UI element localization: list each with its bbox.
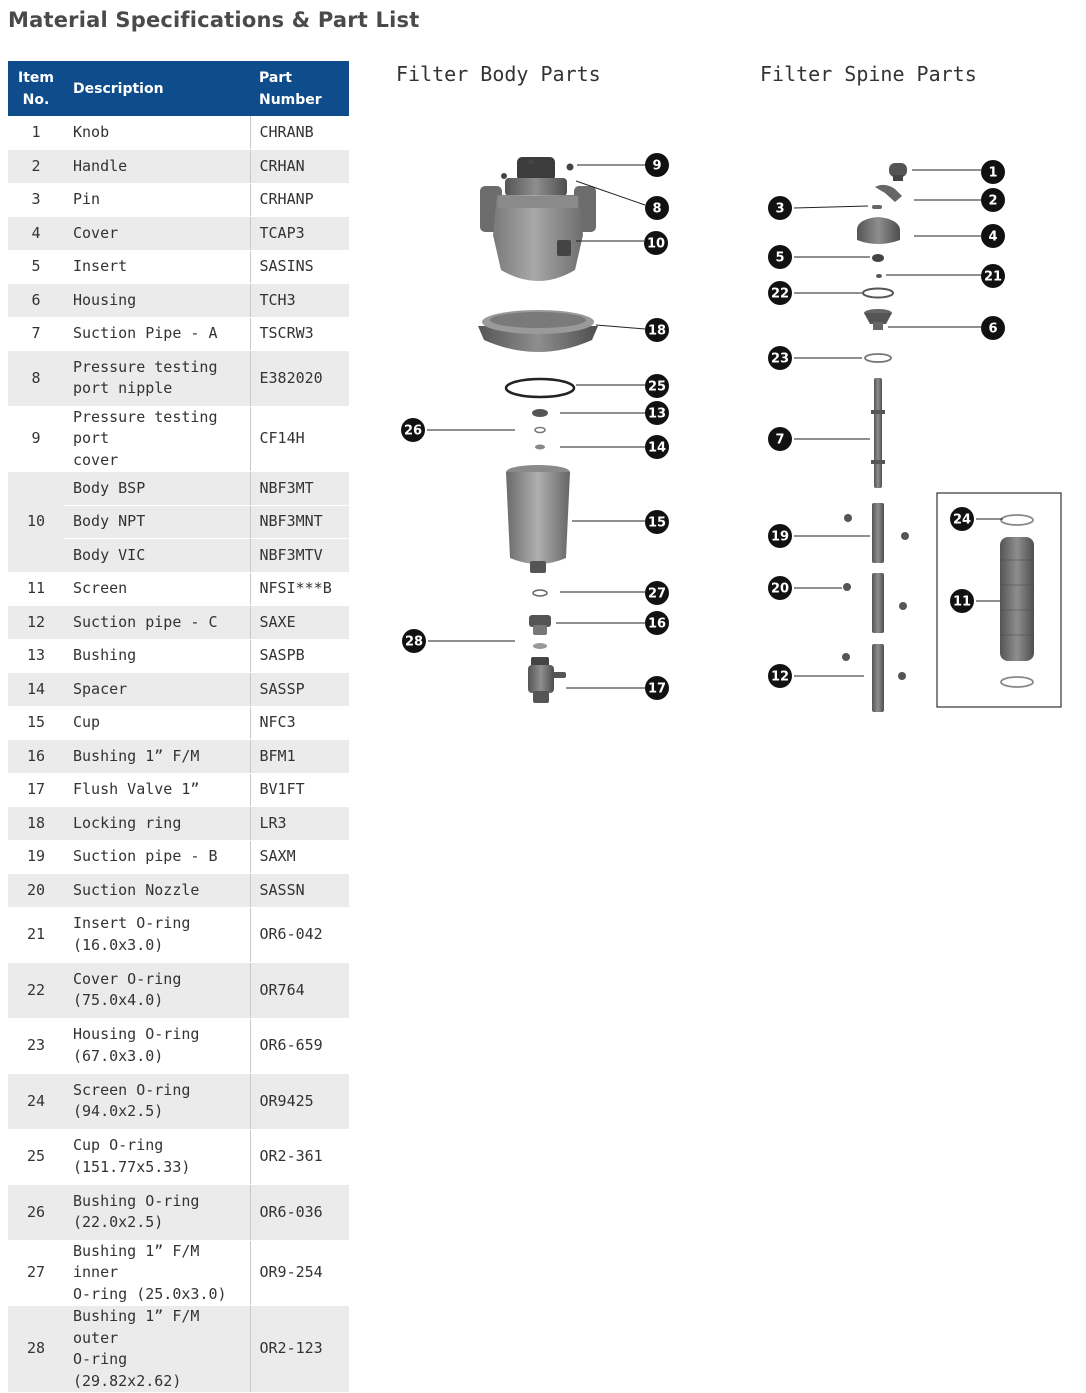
item-number-cell: 24	[8, 1074, 64, 1130]
part-number-cell: NBF3MTV	[250, 539, 349, 573]
description-line: Flush Valve 1”	[73, 780, 200, 798]
spacer-part	[535, 445, 545, 450]
suction-pipe-c-part	[843, 573, 907, 633]
description-line: port nipple	[73, 379, 173, 398]
part-number-cell: NBF3MNT	[250, 505, 349, 539]
description-line: (22.0x2.5)	[73, 1213, 164, 1232]
description-line: cover	[73, 450, 119, 469]
description-line: Bushing O-ring	[73, 1191, 200, 1210]
description-line: (151.77x5.33)	[73, 1157, 191, 1176]
description-line: Spacer	[73, 679, 128, 698]
spine-callout	[914, 188, 1005, 212]
description-line: Suction pipe - C	[73, 612, 218, 631]
spine-callout	[768, 664, 864, 688]
part-number-cell: TCAP3	[250, 217, 349, 251]
handle-part	[875, 185, 902, 202]
filter-body-part	[480, 157, 596, 281]
insert-part	[872, 254, 884, 262]
part-number-cell: BV1FT	[250, 773, 349, 807]
description-line: Housing O-ring	[73, 1025, 200, 1044]
part-number-cell: SASSP	[250, 673, 349, 707]
part-number-cell: NFC3	[250, 706, 349, 740]
description-line: Cover O-ring	[73, 969, 182, 988]
part-number-cell: OR6-036	[250, 1185, 349, 1241]
part-number-cell: CRHAN	[250, 150, 349, 184]
part-number-cell: OR2-123	[250, 1306, 349, 1393]
spine-callout	[950, 507, 1003, 531]
cover-part	[857, 217, 900, 244]
item-number-cell: 15	[8, 706, 64, 740]
page-title: Material Specifications & Part List	[8, 8, 420, 32]
spine-parts-drawing	[842, 163, 1061, 712]
part-number-cell: OR9-254	[250, 1240, 349, 1306]
body-callout	[576, 231, 668, 255]
item-number-cell: 10	[8, 472, 64, 573]
part-number-cell: SAXE	[250, 606, 349, 640]
description-line: Screen O-ring	[73, 1080, 191, 1099]
description-line: Bushing 1” F/M inner	[73, 1241, 200, 1281]
description-line: (16.0x3.0)	[73, 935, 164, 954]
description-line: Suction Nozzle	[73, 880, 200, 899]
callout-number: 28	[404, 634, 424, 650]
callout-number: 1	[988, 165, 998, 181]
callout-number: 5	[775, 250, 785, 266]
callout-number: 3	[775, 201, 785, 217]
part-number-cell: CF14H	[250, 406, 349, 472]
item-number-cell: 14	[8, 673, 64, 707]
callout-number: 22	[770, 286, 790, 302]
description-line: Knob	[73, 122, 110, 141]
part-number-cell: NBF3MT	[250, 472, 349, 506]
cover-oring-part	[863, 289, 893, 298]
flush-valve-part	[528, 657, 566, 703]
callout-number: 2	[988, 193, 998, 209]
callout-number: 20	[770, 581, 790, 597]
pin-part	[872, 205, 882, 209]
description-line: (75.0x4.0)	[73, 991, 164, 1010]
part-number-cell: TCH3	[250, 284, 349, 318]
spine-parts-title: Filter Spine Parts	[760, 62, 977, 86]
callout-number: 23	[770, 351, 790, 367]
description-line: Suction pipe - B	[73, 847, 218, 865]
description-line: Housing	[73, 290, 137, 309]
inner-oring-part	[533, 590, 547, 596]
item-number-cell: 9	[8, 406, 64, 472]
description-line: Cup	[73, 713, 101, 731]
part-number-cell: CHRANB	[250, 116, 349, 150]
part-number-cell: OR9425	[250, 1074, 349, 1130]
description-line: Cup O-ring	[73, 1136, 164, 1155]
item-number-cell: 28	[8, 1306, 64, 1393]
spine-callout	[950, 589, 1000, 613]
description-line: Cover	[73, 223, 119, 242]
body-callout	[577, 153, 669, 177]
callout-number: 17	[647, 681, 667, 697]
description-line: Pin	[73, 190, 101, 208]
callout-number: 24	[952, 512, 972, 528]
spine-callout	[768, 524, 870, 548]
leader-line	[794, 206, 868, 208]
callout-number: 25	[647, 379, 667, 395]
part-number-cell: SASPB	[250, 639, 349, 673]
part-number-cell: SAXM	[250, 840, 349, 874]
callout-number: 13	[647, 406, 667, 422]
cup-oring-part	[506, 379, 574, 397]
item-number-cell: 7	[8, 317, 64, 351]
part-number-cell: SASINS	[250, 250, 349, 284]
callout-number: 18	[647, 323, 667, 339]
item-number-cell: 1	[8, 116, 64, 150]
spine-callout	[888, 316, 1005, 340]
header-description: Description	[64, 61, 250, 116]
insert-oring-part	[876, 274, 882, 278]
bushing-oring-part	[535, 428, 545, 433]
callout-number: 8	[652, 201, 662, 217]
part-number-cell: NFSI***B	[250, 572, 349, 606]
description-cell: Body VIC	[64, 539, 250, 573]
part-number-cell: OR764	[250, 963, 349, 1019]
description-line: Suction Pipe - A	[73, 324, 218, 342]
part-number-cell: LR3	[250, 807, 349, 841]
description-line: Bushing	[73, 646, 137, 664]
item-number-cell: 26	[8, 1185, 64, 1241]
housing-oring-part	[865, 354, 891, 362]
description-line: Screen	[73, 579, 128, 597]
body-callout	[401, 418, 515, 442]
item-number-cell: 22	[8, 963, 64, 1019]
part-number-cell: OR6-659	[250, 1018, 349, 1074]
bushing-fm-part	[529, 615, 551, 635]
knob-part	[889, 163, 907, 181]
item-number-cell: 27	[8, 1240, 64, 1306]
bushing-part	[532, 409, 548, 417]
body-callout	[402, 629, 515, 653]
description-line: Pressure testing port	[73, 407, 218, 447]
description-line: Pressure testing	[73, 357, 218, 376]
item-number-cell: 5	[8, 250, 64, 284]
body-callout	[566, 676, 669, 700]
item-number-cell: 13	[8, 639, 64, 673]
body-callout	[560, 435, 669, 459]
item-number-cell: 3	[8, 183, 64, 217]
item-number-cell: 12	[8, 606, 64, 640]
part-number-cell: CRHANP	[250, 183, 349, 217]
callout-number: 26	[403, 423, 423, 439]
callout-number: 11	[952, 594, 972, 610]
item-number-cell: 20	[8, 874, 64, 908]
item-number-cell: 6	[8, 284, 64, 318]
description-cell: Body BSP	[64, 472, 250, 506]
callout-number: 27	[647, 586, 667, 602]
outer-oring-part	[533, 643, 547, 649]
suction-pipe-a-part	[871, 378, 885, 488]
description-line: Locking ring	[73, 813, 182, 832]
spine-callout	[914, 224, 1005, 248]
body-callout	[556, 611, 669, 635]
header-item-no: Item No.	[8, 61, 64, 116]
callout-number: 16	[647, 616, 667, 632]
description-line: Bushing 1” F/M	[73, 746, 200, 765]
header-part-number: Part Number	[250, 61, 349, 116]
item-number-cell: 25	[8, 1129, 64, 1185]
item-number-cell: 8	[8, 351, 64, 407]
callout-layer	[401, 153, 1005, 700]
description-line: O-ring (29.82x2.62)	[73, 1350, 182, 1390]
suction-pipe-b-part	[844, 503, 909, 563]
item-number-cell: 21	[8, 907, 64, 963]
callout-number: 15	[647, 515, 667, 531]
spine-callout	[768, 245, 870, 269]
part-number-cell: OR6-042	[250, 907, 349, 963]
cup-part	[506, 465, 570, 573]
housing-part	[864, 309, 892, 330]
description-line: Bushing 1” F/M outer	[73, 1307, 200, 1347]
body-callout	[576, 374, 669, 398]
body-callout	[560, 401, 669, 425]
item-number-cell: 18	[8, 807, 64, 841]
spine-callout	[912, 160, 1005, 184]
item-number-cell: 16	[8, 740, 64, 774]
spine-callout	[886, 264, 1005, 288]
item-number-cell: 23	[8, 1018, 64, 1074]
locking-ring-part	[478, 310, 598, 352]
description-line: (67.0x3.0)	[73, 1046, 164, 1065]
callout-number: 7	[775, 432, 785, 448]
item-number-cell: 4	[8, 217, 64, 251]
callout-number: 12	[770, 669, 790, 685]
part-number-cell: SASSN	[250, 874, 349, 908]
callout-number: 4	[988, 229, 998, 245]
part-number-cell: BFM1	[250, 740, 349, 774]
callout-number: 14	[647, 440, 667, 456]
item-number-cell: 11	[8, 572, 64, 606]
part-number-cell: OR2-361	[250, 1129, 349, 1185]
description-line: Insert O-ring	[73, 914, 191, 933]
callout-number: 10	[646, 236, 666, 252]
spine-callout	[768, 427, 870, 451]
spine-callout	[768, 196, 868, 220]
item-number-cell: 17	[8, 773, 64, 807]
part-number-cell: E382020	[250, 351, 349, 407]
body-callout	[560, 581, 669, 605]
description-line: (94.0x2.5)	[73, 1102, 164, 1121]
spine-callout	[768, 576, 842, 600]
description-line: Handle	[73, 156, 128, 175]
description-line: O-ring (25.0x3.0)	[73, 1284, 227, 1303]
part-number-cell: TSCRW3	[250, 317, 349, 351]
callout-number: 21	[983, 269, 1003, 285]
spine-callout	[768, 281, 862, 305]
body-callout	[596, 318, 669, 342]
description-line: Insert	[73, 257, 128, 275]
screen-oring-part	[1001, 515, 1033, 525]
spine-callout	[768, 346, 862, 370]
description-cell: Body NPT	[64, 505, 250, 539]
leader-line	[596, 325, 645, 329]
callout-number: 6	[988, 321, 998, 337]
callout-number: 19	[770, 529, 790, 545]
screen-part	[1000, 537, 1034, 661]
item-number-cell: 2	[8, 150, 64, 184]
suction-nozzle-part	[842, 644, 906, 712]
screen-oring-part-lower	[1001, 677, 1033, 687]
body-callout	[572, 510, 669, 534]
body-parts-title: Filter Body Parts	[396, 62, 601, 86]
item-number-cell: 19	[8, 840, 64, 874]
callout-number: 9	[652, 158, 662, 174]
